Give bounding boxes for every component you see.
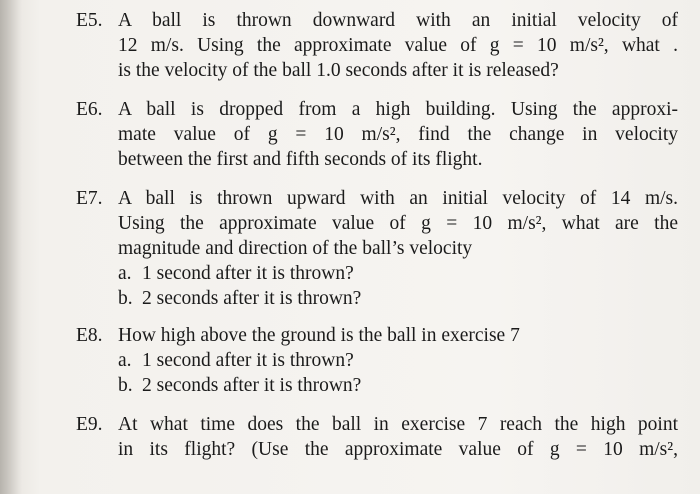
part-label: a. (118, 350, 132, 371)
exercise-text (118, 412, 678, 462)
part-text: 2 seconds after it is thrown? (142, 375, 362, 396)
exercise-line: is the velocity of the ball 1.0 seconds after it is released? (118, 60, 559, 81)
part-label: b. (118, 375, 133, 396)
exercise-line: A ball is dropped from a high building. Using the approxi- (118, 99, 678, 120)
part-text: 1 second after it is thrown? (142, 350, 354, 371)
exercise-line: Using the approximate value of g = 10 m/s², what are the (118, 213, 678, 234)
exercise-part (118, 261, 354, 286)
exercise-part (118, 348, 354, 373)
part-text: 1 second after it is thrown? (142, 263, 354, 284)
exercise-number: E7. (76, 188, 103, 209)
page-binding-shadow (0, 0, 22, 494)
exercise-line: magnitude and direction of the ball’s velocity (118, 238, 473, 259)
exercise-number: E5. (76, 10, 103, 31)
exercise-line: between the first and fifth seconds of its flight. (118, 149, 483, 170)
exercise-line: 12 m/s. Using the approximate value of g = 10 m/s², what . (118, 35, 678, 56)
exercise-line: mate value of g = 10 m/s², find the change in velocity (118, 124, 678, 145)
exercise-text (118, 186, 678, 261)
exercise-line: in its flight? (Use the approximate value of g = 10 m/s², (118, 439, 678, 460)
exercise-line: How high above the ground is the ball in exercise 7 (118, 325, 520, 346)
exercise-number: E8. (76, 325, 103, 346)
part-label: b. (118, 288, 133, 309)
exercise-text (118, 8, 678, 83)
exercise-number: E6. (76, 99, 103, 120)
exercise-number: E9. (76, 414, 103, 435)
exercise-line: At what time does the ball in exercise 7 reach the high point (118, 414, 678, 435)
exercise-line: A ball is thrown upward with an initial velocity of 14 m/s. (118, 188, 678, 209)
exercise-line: A ball is thrown downward with an initial velocity of (118, 10, 678, 31)
exercise-part (118, 373, 361, 398)
part-text: 2 seconds after it is thrown? (142, 288, 362, 309)
part-label: a. (118, 263, 132, 284)
exercise-text (118, 97, 678, 172)
exercise-part (118, 286, 361, 311)
exercise-text (118, 323, 678, 348)
